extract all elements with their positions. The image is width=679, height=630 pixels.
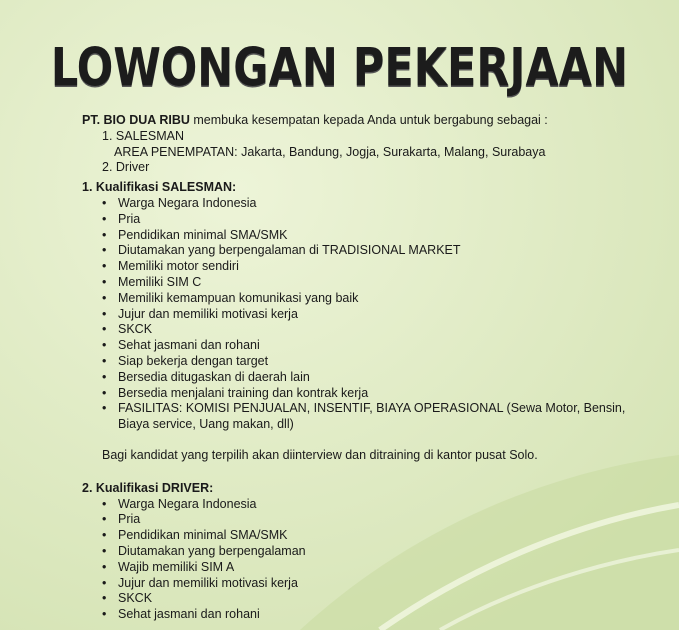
list-item: • FASILITAS: KOMISI PENJUALAN, INSENTIF, BIAYA OPERASIONAL (Sewa Motor, Bensin, Biaya service, Uang makan, dll) [102, 401, 626, 432]
bullet-icon: • [102, 306, 107, 321]
bullet-icon: • [102, 227, 107, 242]
list-item: • Bersedia ditugaskan di daerah lain [102, 369, 310, 384]
positions-list [82, 129, 662, 176]
list-item: • Warga Negara Indonesia [102, 195, 257, 210]
position-item: 2. Driver [102, 160, 150, 175]
bullet-icon: • [102, 559, 107, 574]
bullet-icon: • [102, 243, 107, 258]
driver-heading: 2. Kualifikasi DRIVER: [82, 480, 214, 495]
poster-title: LOWONGAN PEKERJAAN [50, 38, 629, 99]
list-item: • Sehat jasmani dan rohani [102, 338, 260, 353]
bullet-icon: • [102, 195, 107, 210]
list-item: • SKCK [102, 591, 153, 606]
placement-area: AREA PENEMPATAN: Jakarta, Bandung, Jogja, Surakarta, Malang, Surabaya [114, 144, 546, 159]
bullet-icon: • [102, 496, 107, 511]
list-item: • Jujur dan memiliki motivasi kerja [102, 306, 298, 321]
bullet-icon: • [102, 290, 107, 305]
company-name: PT. BIO DUA RIBU [82, 113, 190, 127]
bullet-icon: • [102, 528, 107, 543]
list-item: • Diutamakan yang berpengalaman [102, 543, 306, 558]
list-item: • Pendidikan minimal SMA/SMK [102, 227, 288, 242]
intro-line [82, 113, 662, 129]
bullet-icon: • [102, 338, 107, 353]
bullet-icon: • [102, 607, 107, 622]
list-item: • Sehat jasmani dan rohani [102, 607, 260, 622]
bullet-icon: • [102, 543, 107, 558]
bullet-icon: • [102, 575, 107, 590]
list-item: • Memiliki SIM C [102, 274, 202, 289]
list-item: • Memiliki motor sendiri [102, 259, 239, 274]
list-item: • SKCK [102, 322, 153, 337]
list-item: • Warga Negara Indonesia [102, 496, 257, 511]
bullet-icon: • [102, 369, 107, 384]
bullet-icon: • [102, 591, 107, 606]
list-item: • Bersedia menjalani training dan kontrak kerja [102, 385, 369, 400]
poster-content [82, 113, 662, 623]
bullet-icon: • [102, 353, 107, 368]
list-item: • Pria [102, 211, 141, 226]
salesman-note: Bagi kandidat yang terpilih akan diinterview dan ditraining di kantor pusat Solo. [102, 447, 538, 462]
bullet-icon: • [102, 274, 107, 289]
bullet-icon: • [102, 512, 107, 527]
bullet-icon: • [102, 401, 107, 416]
position-item: 1. SALESMAN [102, 128, 184, 143]
bullet-icon: • [102, 385, 107, 400]
list-item: • Pria [102, 512, 141, 527]
intro-text: membuka kesempatan kepada Anda untuk bergabung sebagai : [189, 113, 548, 127]
salesman-requirements [82, 196, 662, 433]
list-item: • Diutamakan yang berpengalaman di TRADISIONAL MARKET [102, 243, 461, 258]
list-item: • Memiliki kemampuan komunikasi yang baik [102, 290, 359, 305]
driver-requirements [82, 497, 662, 623]
salesman-heading: 1. Kualifikasi SALESMAN: [82, 180, 237, 195]
bullet-icon: • [102, 322, 107, 337]
bullet-icon: • [102, 211, 107, 226]
list-item: • Pendidikan minimal SMA/SMK [102, 528, 288, 543]
list-item: • Jujur dan memiliki motivasi kerja [102, 575, 298, 590]
list-item: • Siap bekerja dengan target [102, 353, 269, 368]
bullet-icon: • [102, 259, 107, 274]
list-item: • Wajib memiliki SIM A [102, 559, 235, 574]
